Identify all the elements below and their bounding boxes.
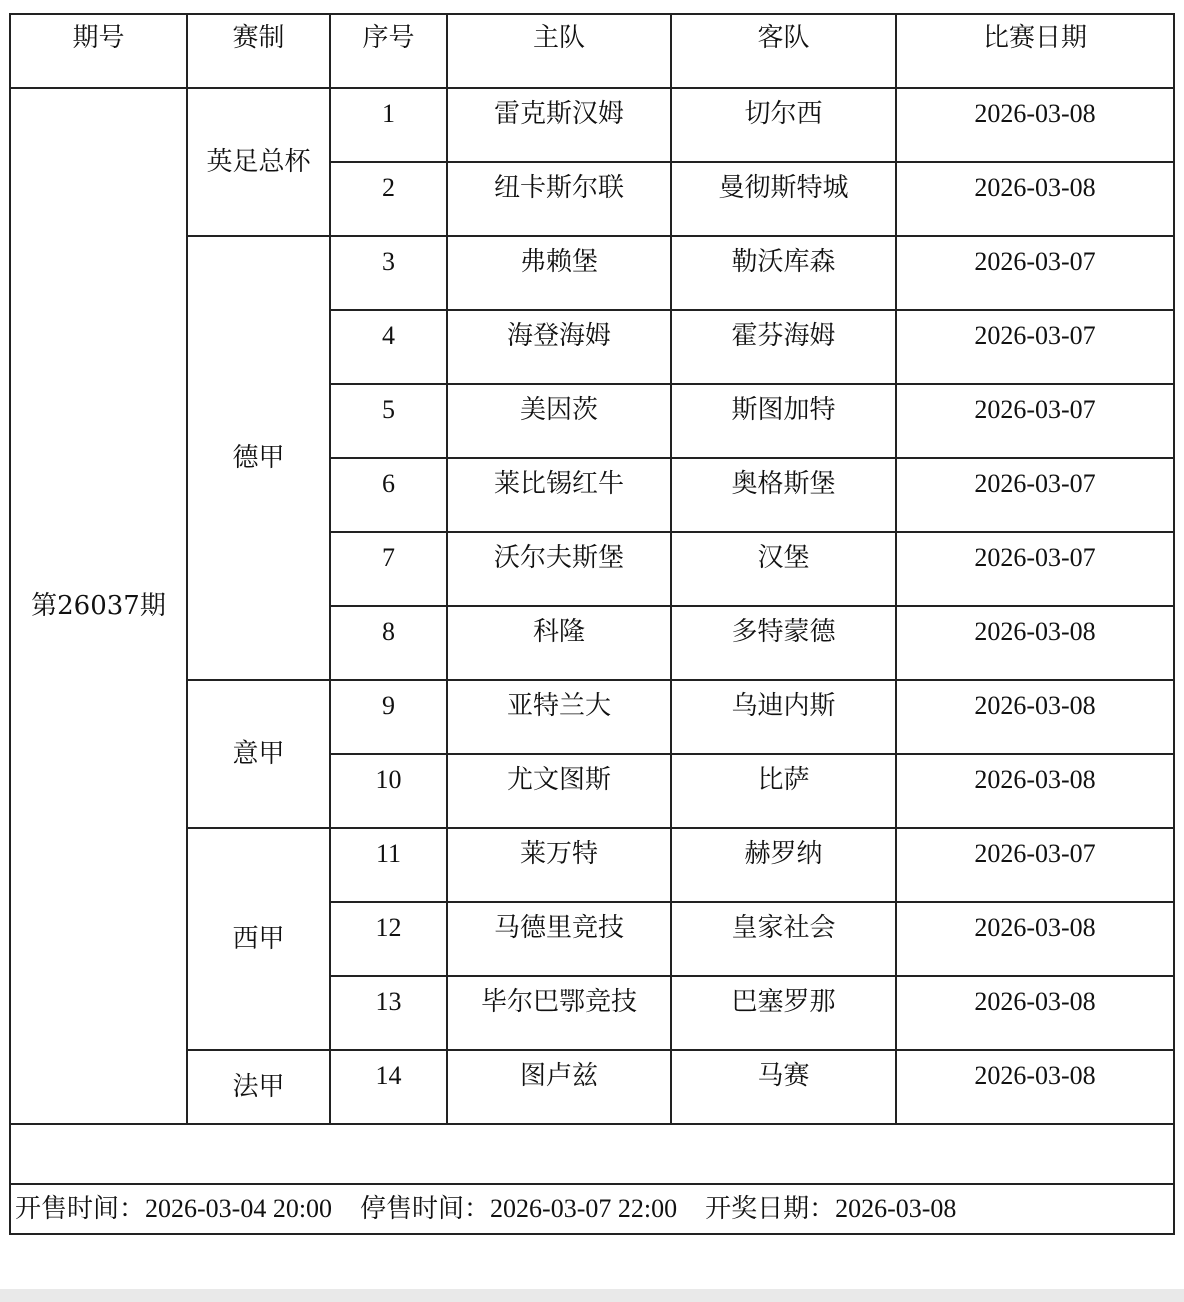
home-team: 纽卡斯尔联: [447, 162, 671, 236]
blank-row: [10, 1124, 1174, 1184]
match-seq: 6: [330, 458, 447, 532]
match-seq: 11: [330, 828, 447, 902]
period-cell: 第26037期: [10, 88, 187, 1124]
league-cell: 英足总杯: [187, 88, 330, 236]
away-team: 赫罗纳: [671, 828, 896, 902]
away-team: 勒沃库森: [671, 236, 896, 310]
home-team: 沃尔夫斯堡: [447, 532, 671, 606]
match-date: 2026-03-07: [896, 310, 1174, 384]
sale-start-time: 开售时间：2026-03-04 20:00: [15, 1194, 333, 1223]
match-date: 2026-03-08: [896, 606, 1174, 680]
away-team: 巴塞罗那: [671, 976, 896, 1050]
header-seq: 序号: [330, 14, 447, 88]
match-seq: 3: [330, 236, 447, 310]
match-seq: 4: [330, 310, 447, 384]
match-date: 2026-03-07: [896, 384, 1174, 458]
draw-date: 开奖日期：2026-03-08: [705, 1194, 957, 1223]
match-seq: 14: [330, 1050, 447, 1124]
blank-cell: [10, 1124, 1174, 1184]
match-date: 2026-03-07: [896, 532, 1174, 606]
match-seq: 2: [330, 162, 447, 236]
home-team: 图卢兹: [447, 1050, 671, 1124]
match-date: 2026-03-07: [896, 828, 1174, 902]
home-team: 莱比锡红牛: [447, 458, 671, 532]
match-seq: 10: [330, 754, 447, 828]
match-row: [10, 88, 1174, 162]
bottom-shade: [0, 1289, 1184, 1302]
match-seq: 5: [330, 384, 447, 458]
away-team: 比萨: [671, 754, 896, 828]
away-team: 乌迪内斯: [671, 680, 896, 754]
match-date: 2026-03-08: [896, 88, 1174, 162]
away-team: 奥格斯堡: [671, 458, 896, 532]
home-team: 雷克斯汉姆: [447, 88, 671, 162]
match-seq: 1: [330, 88, 447, 162]
schedule-body: [10, 88, 1174, 1124]
home-team: 毕尔巴鄂竞技: [447, 976, 671, 1050]
match-seq: 9: [330, 680, 447, 754]
league-cell: 西甲: [187, 828, 330, 1050]
match-date: 2026-03-07: [896, 458, 1174, 532]
league-cell: 法甲: [187, 1050, 330, 1124]
home-team: 科隆: [447, 606, 671, 680]
away-team: 皇家社会: [671, 902, 896, 976]
away-team: 马赛: [671, 1050, 896, 1124]
league-cell: 德甲: [187, 236, 330, 680]
home-team: 亚特兰大: [447, 680, 671, 754]
match-date: 2026-03-08: [896, 902, 1174, 976]
match-seq: 13: [330, 976, 447, 1050]
away-team: 多特蒙德: [671, 606, 896, 680]
header-home-team: 主队: [447, 14, 671, 88]
match-seq: 8: [330, 606, 447, 680]
match-date: 2026-03-08: [896, 162, 1174, 236]
sale-info: [15, 1194, 1173, 1224]
away-team: 霍芬海姆: [671, 310, 896, 384]
home-team: 弗赖堡: [447, 236, 671, 310]
away-team: 切尔西: [671, 88, 896, 162]
match-date: 2026-03-08: [896, 754, 1174, 828]
league-cell: 意甲: [187, 680, 330, 828]
header-row: [10, 14, 1174, 88]
match-schedule-table: [9, 13, 1175, 1235]
footer-row: [10, 1184, 1174, 1234]
match-seq: 12: [330, 902, 447, 976]
away-team: 曼彻斯特城: [671, 162, 896, 236]
match-date: 2026-03-08: [896, 1050, 1174, 1124]
home-team: 马德里竞技: [447, 902, 671, 976]
header-league: 赛制: [187, 14, 330, 88]
away-team: 斯图加特: [671, 384, 896, 458]
home-team: 海登海姆: [447, 310, 671, 384]
match-seq: 7: [330, 532, 447, 606]
home-team: 莱万特: [447, 828, 671, 902]
away-team: 汉堡: [671, 532, 896, 606]
header-match-date: 比赛日期: [896, 14, 1174, 88]
home-team: 尤文图斯: [447, 754, 671, 828]
match-date: 2026-03-07: [896, 236, 1174, 310]
match-date: 2026-03-08: [896, 680, 1174, 754]
sale-stop-time: 停售时间：2026-03-07 22:00: [360, 1194, 678, 1223]
header-away-team: 客队: [671, 14, 896, 88]
home-team: 美因茨: [447, 384, 671, 458]
header-period: 期号: [10, 14, 187, 88]
match-date: 2026-03-08: [896, 976, 1174, 1050]
footer-cell: [10, 1184, 1174, 1234]
